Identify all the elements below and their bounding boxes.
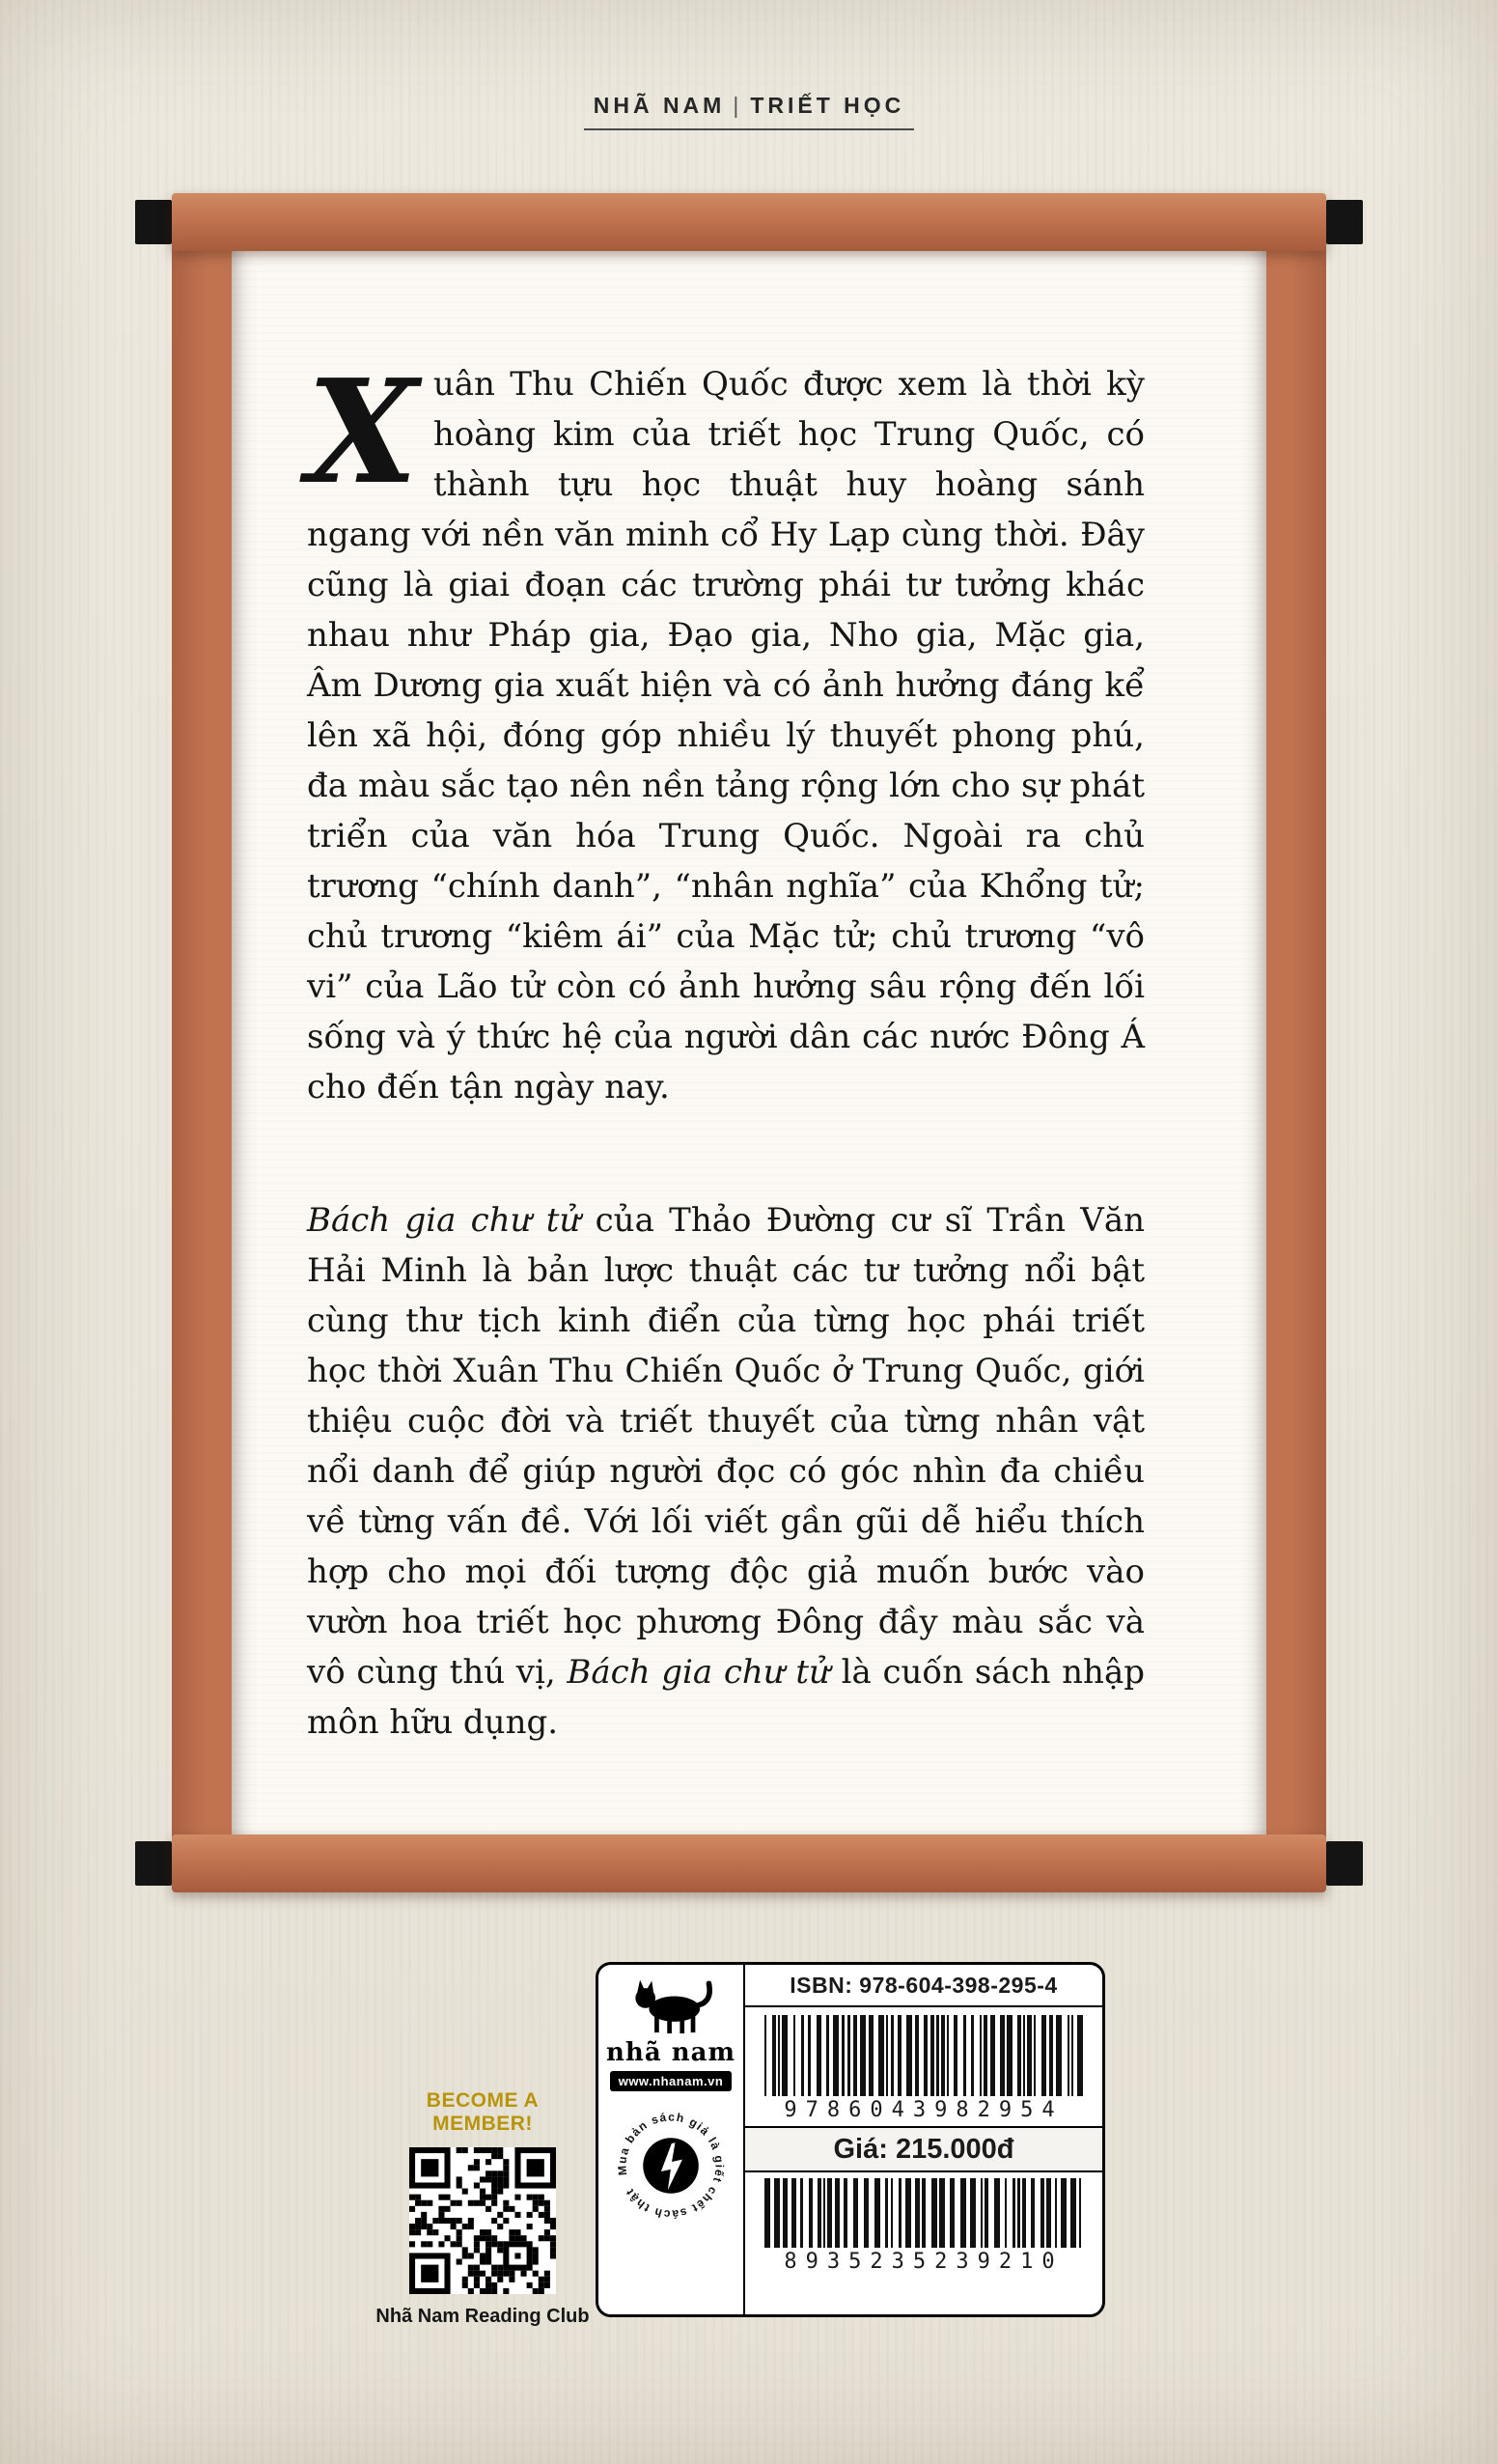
paragraph-1: [307, 348, 1145, 1112]
book-title-italic: Bách gia chư tử: [307, 1201, 581, 1240]
rod-end-cap-left: [135, 200, 172, 244]
publisher-header: [0, 93, 1498, 130]
barcode-top: [764, 2015, 1083, 2096]
publisher-wordmark: nhã nam: [606, 2038, 735, 2067]
barcode-bottom-digits: 8935235239210: [784, 2250, 1064, 2274]
dropcap-letter: X: [307, 348, 418, 516]
publisher-name: NHÃ NAM: [593, 93, 726, 118]
price-label: Giá: 215.000đ: [745, 2126, 1102, 2172]
scroll-bottom-rod: [135, 1834, 1363, 1892]
qr-code-icon: [409, 2147, 556, 2294]
stamp-circular-text: Mua bản sách giả là giết chết sách thật: [615, 2110, 727, 2222]
publisher-column: [598, 1965, 745, 2314]
paragraph-2-text: của Thảo Đường cư sĩ Trần Văn Hải Minh là bản lược thuật các tư tưởng nổi bật cùng thư tịch kinh điển của từng học phái triết học thời Xuân Thu Chiến Quốc ở Trung Quốc, giới thiệu cuộc đời và triết thuyết của từng nhân vật nổi danh để giúp người đọc có góc nhìn đa chiều về từng vấn đề. Với lối viết gần gũi dễ hiểu thích hợp cho mọi đối tượng độc giả muốn bước vào vườn hoa triết học phương Đông đầy màu sắc và vô cùng thú vị,: [307, 1201, 1145, 1692]
become-member-label: BECOME A MEMBER!: [426, 2089, 540, 2135]
scroll-backing: [172, 245, 1326, 1840]
publisher-header-text: [584, 93, 915, 130]
barcode-bottom: [764, 2178, 1083, 2248]
anti-piracy-stamp-icon: [596, 2091, 745, 2240]
paragraph-1-text: uân Thu Chiến Quốc được xem là thời kỳ hoàng kim của triết học Trung Quốc, có thành tựu học thuật huy hoàng sánh ngang với nền văn minh cổ Hy Lạp cùng thời. Đây cũng là giai đoạn các trường phái tư tưởng khác nhau như Pháp gia, Đạo gia, Nho gia, Mặc gia, Âm Dương gia xuất hiện và có ảnh hưởng đáng kể lên xã hội, đóng góp nhiều lý thuyết phong phú, đa màu sắc tạo nên nền tảng rộng lớn cho sự phát triển của văn hóa Trung Quốc. Ngoài ra chủ trương “chính danh”, “nhân nghĩa” của Khổng tử; chủ trương “kiêm ái” của Mặc tử; chủ trương “vô vi” của Lão tử còn có ảnh hưởng sâu rộng đến lối sống và ý thức hệ của người dân các nước Đông Á cho đến tận ngày nay.: [307, 365, 1145, 1106]
rod-bar: [172, 193, 1326, 251]
rod-end-cap-right: [1326, 200, 1363, 244]
paragraph-2: [307, 1195, 1145, 1748]
membership-block: [374, 2089, 591, 2328]
barcode-top-digits: 9786043982954: [784, 2098, 1064, 2122]
header-separator: |: [733, 93, 743, 118]
rod-end-cap-right: [1326, 1841, 1363, 1886]
isbn-label: ISBN: 978-604-398-295-4: [745, 1965, 1102, 2007]
website-label: www.nhanam.vn: [610, 2071, 733, 2091]
rod-end-cap-left: [135, 1841, 172, 1886]
nhanam-animal-logo-icon: [624, 1974, 717, 2034]
scroll-paper: [232, 245, 1266, 1840]
reading-club-label: Nhã Nam Reading Club: [375, 2306, 590, 2327]
paragraph-2-tail: là cuốn sách nhập môn hữu dụng.: [307, 1653, 1145, 1742]
barcode-panel: [596, 1962, 1105, 2317]
rod-bar: [172, 1834, 1326, 1892]
book-title-italic-2: Bách gia chư tử: [567, 1653, 830, 1692]
barcode-column: [745, 1965, 1102, 2314]
header-category: TRIẾT HỌC: [750, 93, 905, 118]
scroll-top-rod: [135, 193, 1363, 251]
